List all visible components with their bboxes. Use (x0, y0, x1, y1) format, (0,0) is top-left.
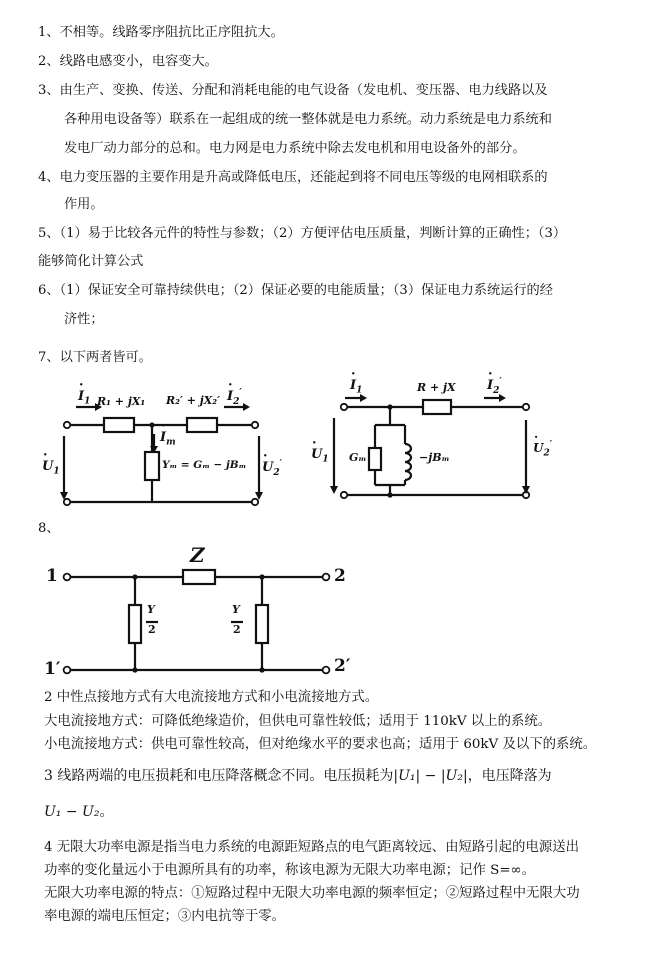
t-label-u2: · $U_2'$ (262, 459, 282, 478)
part2-line-3: 小电流接地方式：供电可靠性较高，但对绝缘水平的要求也高；适用于 60kV 及以下的系统。 (44, 737, 597, 752)
gamma-label-i1: · $I_1$ (350, 378, 362, 396)
terminals (64, 404, 530, 674)
pi-label-y-left: Y (147, 603, 155, 616)
gamma-label-gm: Gₘ (349, 451, 367, 464)
pi-node-2-prime: 2′ (334, 656, 351, 676)
gamma-label-z: R + jX (417, 381, 456, 394)
answer-5-line-1: 5、（1）易于比较各元件的特性与参数；（2）方便评估电压质量，判断计算的正确性；（3） (38, 226, 567, 241)
pi-shunt-admittance-left (129, 605, 141, 643)
part2-line-7: 功率的变化量远小于电源所具有的功率，称该电源为无限大功率电源；记作 S=∞。 (44, 863, 536, 878)
voltage-loss-sentence: 3 线路两端的电压损耗和电压降落概念不同。电压损耗为 (44, 768, 394, 784)
answer-3-line-2: 各种用电设备等）联系在一起组成的统一整体就是电力系统。动力系统是电力系统和 (64, 112, 552, 127)
part2-line-8: 无限大功率电源的特点：①短路过程中无限大功率电源的频率恒定；②短路过程中无限大功 (44, 886, 580, 901)
t-shunt-admittance (145, 452, 159, 480)
answer-4-line-2: 作用。 (64, 197, 104, 212)
pi-node-1: 1 (46, 566, 58, 586)
part2-line-1: 2 中性点接地方式有大电流接地方式和小电流接地方式。 (44, 690, 379, 705)
pi-label-2-right: 2 (233, 623, 241, 636)
pi-series-impedance (183, 570, 215, 584)
t-series-impedance-1 (104, 418, 134, 432)
answer-1: 1、不相等。线路零序阻抗比正序阻抗大。 (38, 25, 284, 40)
answer-4-line-1: 4、电力变压器的主要作用是升高或降低电压，还能起到将不同电压等级的电网相联系的 (38, 170, 548, 185)
t-label-u1: · $U_1$ (42, 459, 60, 477)
answer-8: 8、 (38, 521, 60, 536)
part2-line-2: 大电流接地方式：可降低绝缘造价，但供电可靠性较低；适用于 110kV 以上的系统。 (44, 714, 552, 729)
answer-6-line-2: 济性； (64, 312, 104, 327)
voltage-drop-sentence: ，电压降落为 (467, 768, 552, 784)
gamma-conductance (369, 448, 381, 470)
pi-label-z: Z (190, 543, 205, 567)
gamma-series-impedance (423, 400, 451, 414)
gamma-label-u1: · $U_1$ (311, 447, 329, 465)
pi-node-1-prime: 1′ (44, 659, 61, 679)
answer-3-line-3: 发电厂动力部分的总和。电力网是电力系统中除去发电机和用电设备外的部分。 (64, 141, 526, 156)
gamma-susceptance-inductor (405, 444, 411, 480)
pi-equivalent-circuit (70, 570, 323, 670)
answer-5-line-2: 能够简化计算公式 (38, 254, 144, 269)
t-label-im: · $I_m$ (160, 430, 176, 448)
voltage-drop-formula: U₁ − U₂ (44, 804, 100, 820)
answer-2: 2、线路电感变小，电容变大。 (38, 54, 218, 69)
t-series-impedance-2 (187, 418, 217, 432)
pi-label-2-left: 2 (148, 623, 156, 636)
t-label-i2: · $I_2'$ (227, 388, 242, 407)
gamma-label-i2: · $I_2'$ (487, 377, 502, 396)
pi-label-y-right: Y (232, 603, 240, 616)
t-label-ym: Yₘ = Gₘ − jBₘ (162, 459, 247, 471)
t-label-i1: · $I_1$ (78, 389, 90, 407)
gamma-label-u2: · $U_2'$ (533, 440, 552, 458)
pi-node-2: 2 (334, 566, 346, 586)
answer-3-line-1: 3、由生产、变换、传送、分配和消耗电能的电气设备（发电机、变压器、电力线路以及 (38, 83, 548, 98)
part2-line-4 (44, 767, 552, 785)
answer-7: 7、以下两者皆可。 (38, 350, 152, 365)
gamma-equivalent-circuit (334, 398, 526, 495)
part2-line-5: U₁ − U₂。 (44, 804, 114, 820)
voltage-loss-formula: |U₁| − |U₂| (393, 768, 468, 784)
t-label-z1: R₁ + jX₁ (97, 395, 146, 408)
answer-6-line-1: 6、（1）保证安全可靠持续供电；（2）保证必要的电能质量；（3）保证电力系统运行的经 (38, 283, 553, 298)
gamma-label-bm: −jBₘ (419, 451, 450, 464)
part2-line-6: 4 无限大功率电源是指当电力系统的电源距短路点的电气距离较远、由短路引起的电源送出 (44, 840, 580, 855)
pi-shunt-admittance-right (256, 605, 268, 643)
part2-line-9: 率电源的端电压恒定；③内电抗等于零。 (44, 909, 286, 924)
t-label-z2: R₂′ + jX₂′ (166, 394, 220, 407)
